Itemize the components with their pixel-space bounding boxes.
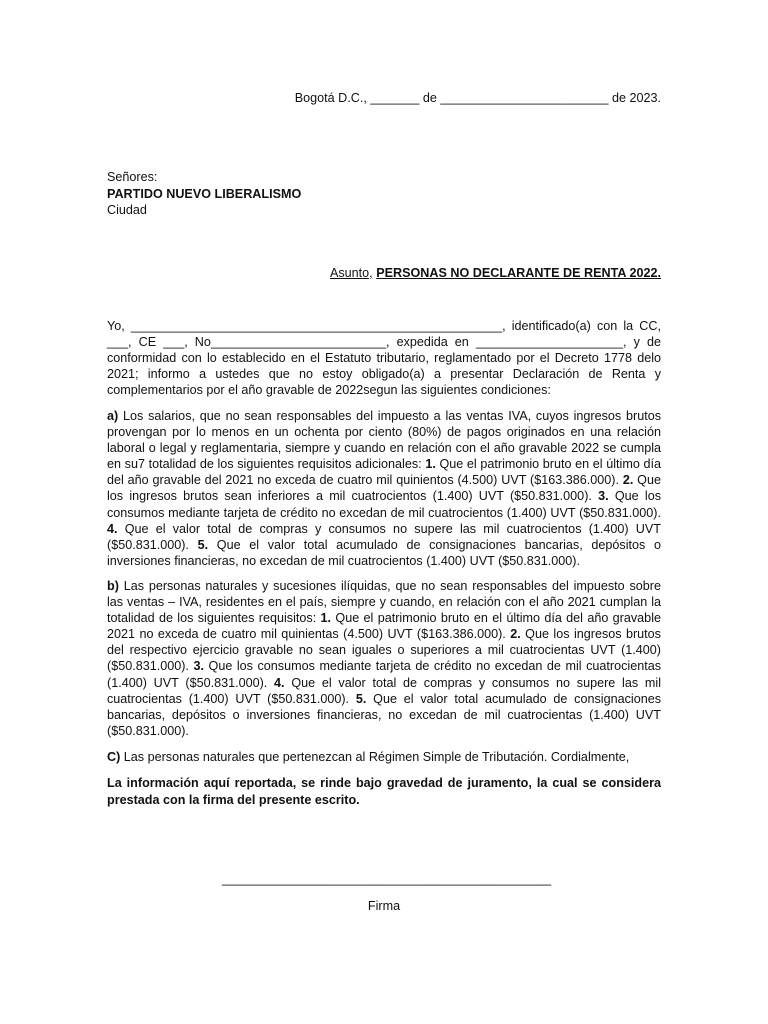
section-a-item-5-number: 5. <box>197 537 209 552</box>
intro-paragraph: Yo, _____________________________________________________, identificado(a) con la CC, ___, CE ___, No_________________________, expedida en _____________________, y de conformidad con lo establecido en el Estatuto tributario, reglamentado por el Decreto 1778 delo 2021; informo a ustedes que no estoy obligado(a) a presentar Declaración de Renta y complementarios por el año gravable de 2022segun las siguientes condiciones: <box>107 319 661 398</box>
section-a-label: a) <box>107 409 119 423</box>
subject-line <box>330 266 661 280</box>
section-b-item-5-number: 5. <box>355 691 367 706</box>
section-b-item-3-number: 3. <box>193 659 204 674</box>
oath-statement: La información aquí reportada, se rinde bajo gravedad de juramento, la cual se considera prestada con la firma del presente escrito. <box>107 776 661 807</box>
section-c-label: C) <box>107 750 121 764</box>
section-b-text: Las personas naturales y sucesiones ilíquidas, que no sean responsables del impuesto sobre las ventas – IVA, residentes en el país, siempre y cuando, en relación con el año 2021 cumplan la totalidad de los siguientes requisitos: <box>107 579 661 626</box>
section-a-item-4-number: 4. <box>107 521 118 536</box>
section-b-item-2-text: Que los ingresos brutos del respectivo ejercicio gravable no sean iguales o superiores a mil cuatrocientas UVT (1.400) ($50.831.000). <box>107 627 661 674</box>
section-b-item-4-number: 4. <box>274 675 285 690</box>
section-a-item-4-text: Que el valor total de compras y consumos no supere las mil cuatrocientos (1.400) UVT ($50.831.000). <box>107 521 661 552</box>
signature-line: _______________________________________________ <box>222 872 552 886</box>
section-c-text: Las personas naturales que pertenezcan al Régimen Simple de Tributación. Cordialmente, <box>120 750 630 764</box>
section-a-paragraph <box>107 408 661 569</box>
date-line: Bogotá D.C., _______ de ________________________ de 2023. <box>294 91 661 105</box>
section-b-paragraph <box>107 578 661 739</box>
section-a-item-3-text: Que los consumos mediante tarjeta de crédito no excedan de mil cuatrocientos (1.400) UVT ($50.831.000). <box>107 489 662 520</box>
recipient-block <box>107 169 301 219</box>
signature-label: Firma <box>367 899 401 913</box>
section-b-item-4-text: Que el valor total de compras y consumos no supere las mil cuatrocientas (1.400) UVT ($50.831.000). <box>107 675 661 706</box>
section-b-item-5-text: Que el valor total acumulado de consignaciones bancarias, depósitos o inversiones financieras, no excedan de mil cuatrocientas (1.400) UVT ($50.831.000). <box>107 691 662 738</box>
section-b-item-1-text: Que el patrimonio bruto en el último día del año gravable 2021 no exceda de cuatro mil quinientas (4.500) UVT ($163.386.000). <box>107 611 661 642</box>
section-b-item-1-number: 1. <box>320 611 332 626</box>
section-a-item-2-text: Que los ingresos brutos sean inferiores a mil cuatrocientos (1.400) UVT ($50.831.000). <box>107 473 661 504</box>
section-a-item-2-number: 2. <box>622 473 634 488</box>
section-a-text: Los salarios, que no sean responsables del impuesto a las ventas IVA, cuyos ingresos brutos provengan por lo menos en un ochenta por ciento (80%) de pagos originados en una relación laboral o legal y reglamentaria, siempre y cuando en relación con el año gravable 2022 se cumpla en su7 totalidad de los siguientes requisitos adicionales: <box>107 409 661 472</box>
section-b-item-2-number: 2. <box>510 627 521 642</box>
section-a-item-1-number: 1. <box>425 457 436 472</box>
organization-name: PARTIDO NUEVO LIBERALISMO <box>107 186 302 201</box>
section-a-item-3-number: 3. <box>598 489 609 504</box>
section-a-item-1-text: Que el patrimonio bruto en el último día del año gravable del 2021 no exceda de cuatro mil quinientos (4.500) UVT ($163.386.000). <box>107 457 661 488</box>
section-c-paragraph <box>107 749 661 765</box>
section-b-item-3-text: Que los consumos mediante tarjeta de crédito no excedan de mil cuatrocientas (1.400) UVT ($50.831.000). <box>107 659 662 690</box>
salutation: Señores: <box>107 170 158 184</box>
section-a-item-5-text: Que el valor total acumulado de consignaciones bancarias, depósitos o inversiones financieras, no excedan de mil cuatrocientos (1.400) UVT ($50.831.000). <box>107 537 661 568</box>
subject-label: Asunto, <box>329 266 373 280</box>
section-b-label: b) <box>107 579 119 593</box>
subject-value: PERSONAS NO DECLARANTE DE RENTA 2022. <box>376 266 661 280</box>
recipient-city: Ciudad <box>107 203 147 217</box>
